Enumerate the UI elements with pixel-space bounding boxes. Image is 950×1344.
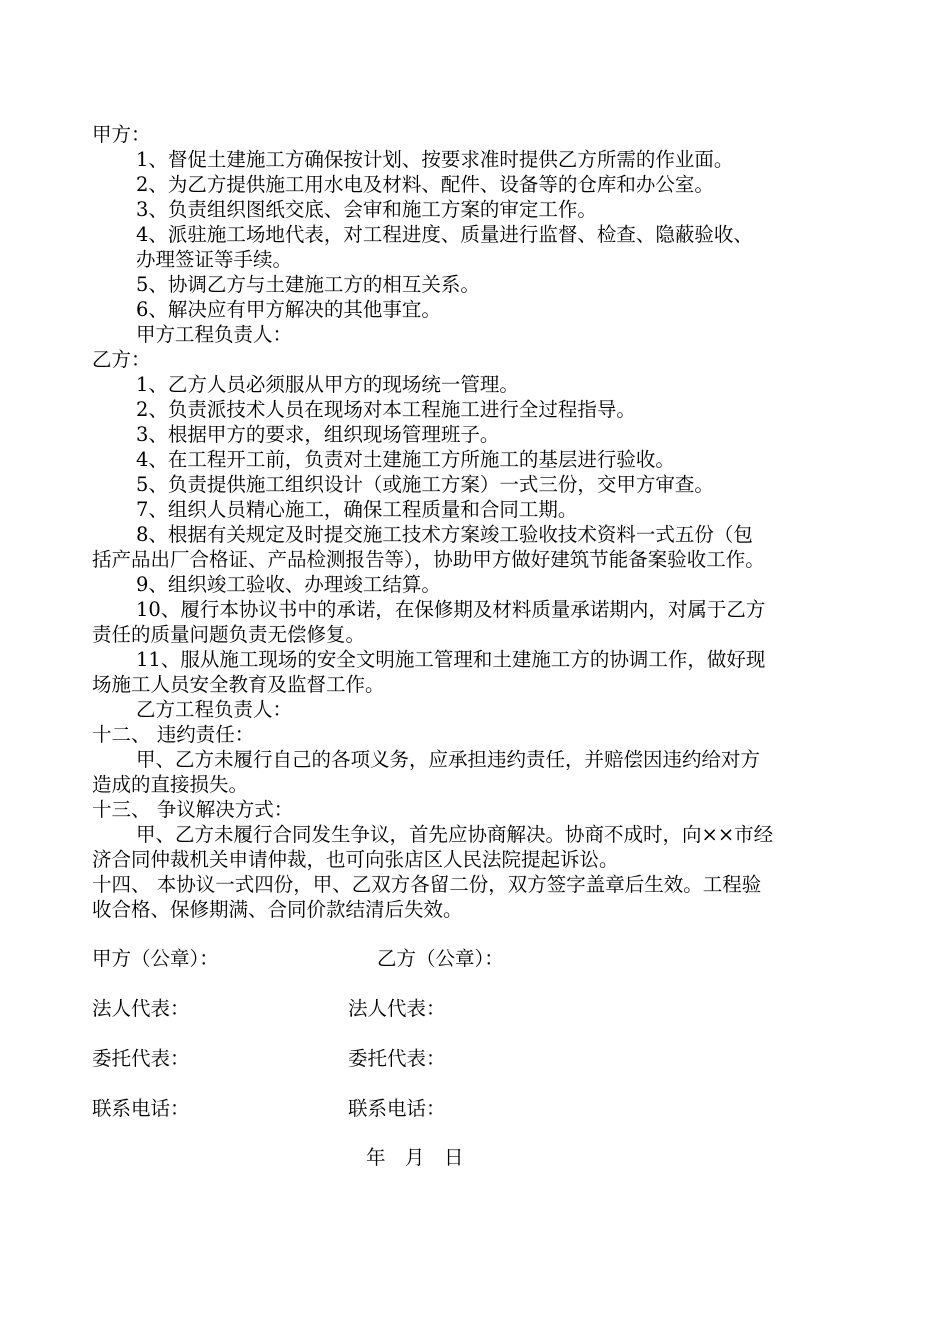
party-b-seal-label: 乙方（公章）：	[377, 947, 504, 970]
party-a-heading: 甲方：	[92, 123, 151, 146]
party-b-legal-rep-label: 法人代表：	[348, 997, 446, 1020]
party-b-item-11: 11、服从施工现场的安全文明施工管理和土建施工方的协调工作，做好现	[136, 648, 766, 671]
party-b-item-8: 8、根据有关规定及时提交施工技术方案竣工验收技术资料一式五份（包	[136, 523, 753, 546]
party-b-agent-label: 委托代表：	[348, 1047, 446, 1070]
clause-14-text: 十四、 本协议一式四份，甲、乙双方各留二份，双方签字盖章后生效。工程验	[92, 873, 762, 896]
party-b-item-9: 9、组织竣工验收、办理竣工结算。	[136, 573, 441, 596]
signing-date: 年 月 日	[366, 1146, 464, 1169]
party-a-seal-label: 甲方（公章）：	[92, 947, 219, 970]
clause-12-text: 甲、乙方未履行自己的各项义务，应承担违约责任，并赔偿因违约给对方	[136, 748, 761, 771]
party-b-item-2: 2、负责派技术人员在现场对本工程施工进行全过程指导。	[136, 398, 636, 421]
clause-14-text-cont: 收合格、保修期满、合同价款结清后失效。	[92, 898, 463, 921]
party-b-item-11-cont: 场施工人员安全教育及监督工作。	[92, 673, 385, 696]
party-a-item-4-cont: 办理签证等手续。	[136, 248, 293, 271]
clause-13-text-cont: 济合同仲裁机关申请仲裁，也可向张店区人民法院提起诉讼。	[92, 848, 619, 871]
party-b-item-4: 4、在工程开工前，负责对土建施工方所施工的基层进行验收。	[136, 448, 675, 471]
clause-12-text-cont: 造成的直接损失。	[92, 773, 249, 796]
party-a-item-2: 2、为乙方提供施工用水电及材料、配件、设备等的仓库和办公室。	[136, 173, 714, 196]
party-b-item-1: 1、乙方人员必须服从甲方的现场统一管理。	[136, 373, 519, 396]
party-b-item-8-cont: 括产品出厂合格证、产品检测报告等），协助甲方做好建筑节能备案验收工作。	[92, 548, 765, 571]
party-b-item-3: 3、根据甲方的要求，组织现场管理班子。	[136, 423, 500, 446]
party-a-phone-label: 联系电话：	[92, 1097, 190, 1120]
party-b-phone-label: 联系电话：	[348, 1097, 446, 1120]
party-b-item-5: 5、负责提供施工组织设计（或施工方案）一式三份，交甲方审查。	[136, 473, 714, 496]
party-a-item-6: 6、解决应有甲方解决的其他事宜。	[136, 298, 441, 321]
party-b-item-10-cont: 责任的质量问题负责无偿修复。	[92, 623, 366, 646]
party-b-item-7: 7、组织人员精心施工，确保工程质量和合同工期。	[136, 498, 578, 521]
party-b-heading: 乙方：	[92, 348, 151, 371]
clause-12-heading: 十二、 违约责任：	[92, 723, 255, 746]
party-a-item-4: 4、派驻施工场地代表，对工程进度、质量进行监督、检查、隐蔽验收、	[136, 223, 753, 246]
party-a-person-in-charge: 甲方工程负责人：	[136, 323, 293, 346]
party-a-item-1: 1、督促土建施工方确保按计划、按要求准时提供乙方所需的作业面。	[136, 148, 734, 171]
party-a-legal-rep-label: 法人代表：	[92, 997, 190, 1020]
clause-13-text: 甲、乙方未履行合同发生争议，首先应协商解决。协商不成时，向××市经	[136, 823, 774, 846]
party-b-item-10: 10、履行本协议书中的承诺，在保修期及材料质量承诺期内，对属于乙方	[136, 598, 766, 621]
party-a-agent-label: 委托代表：	[92, 1047, 190, 1070]
party-b-person-in-charge: 乙方工程负责人：	[136, 698, 293, 721]
party-a-item-5: 5、协调乙方与土建施工方的相互关系。	[136, 273, 480, 296]
party-a-item-3: 3、负责组织图纸交底、会审和施工方案的审定工作。	[136, 198, 597, 221]
clause-13-heading: 十三、 争议解决方式：	[92, 798, 294, 821]
